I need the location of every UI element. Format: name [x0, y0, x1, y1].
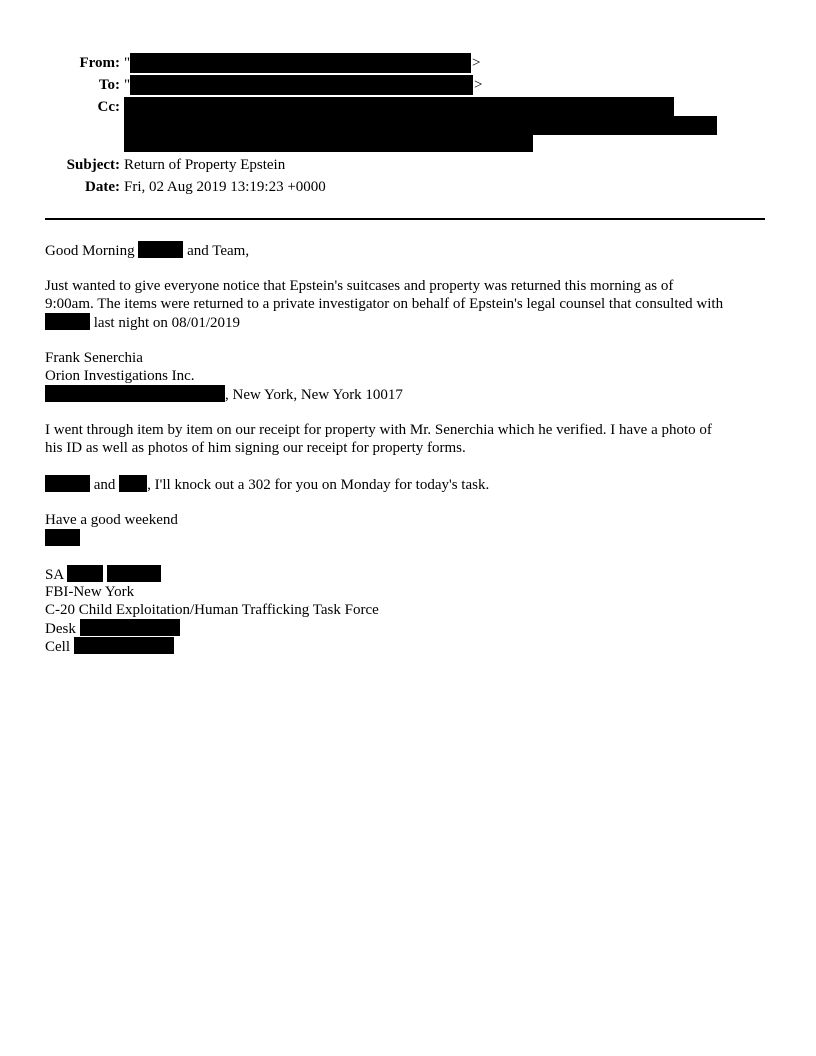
para2-line2: his ID as well as photos of him signing our receipt for property forms. [45, 440, 466, 456]
sig-unit: C-20 Child Exploitation/Human Trafficking Task Force [45, 602, 379, 618]
para1-redaction [45, 313, 90, 330]
sig-desk: Desk [45, 619, 180, 638]
sig-office: FBI-New York [45, 584, 135, 600]
to-redaction [130, 75, 473, 95]
to-label: To: [98, 77, 120, 93]
greeting-redaction [138, 241, 183, 258]
para3-redaction-2 [119, 475, 147, 492]
header-divider [45, 218, 765, 220]
sig-redaction-last [107, 565, 161, 582]
cc-label: Cc: [97, 99, 120, 115]
para1-line3: last night on 08/01/2019 [45, 313, 240, 332]
date-value: Fri, 02 Aug 2019 13:19:23 +0000 [124, 179, 326, 195]
to-value: " [124, 77, 131, 93]
sig-redaction-first [67, 565, 103, 582]
para3: and , I'll knock out a 302 for you on Monday for today's task. [45, 475, 489, 494]
sig-cell: Cell [45, 637, 174, 656]
from-value: " [124, 55, 131, 71]
para3-redaction-1 [45, 475, 90, 492]
desk-phone-redaction [80, 619, 180, 636]
greeting: Good Morning and Team, [45, 243, 250, 259]
closing-signature-redaction [45, 529, 80, 546]
cc-redaction-3 [124, 134, 533, 152]
from-suffix: > [472, 55, 481, 71]
date-label: Date: [85, 179, 120, 195]
contact-company: Orion Investigations Inc. [45, 368, 195, 384]
to-suffix: > [474, 77, 483, 93]
closing: Have a good weekend [45, 512, 178, 528]
address-redaction [45, 385, 225, 402]
from-label: From: [79, 55, 120, 71]
para1-line2: 9:00am. The items were returned to a private investigator on behalf of Epstein's legal counsel that consulted with [45, 296, 724, 312]
para2-line1: I went through item by item on our receipt for property with Mr. Senerchia which he verified. I have a photo of [45, 422, 712, 438]
cc-redaction-1 [124, 97, 674, 116]
cell-phone-redaction [74, 637, 174, 654]
cc-redaction-2 [124, 116, 717, 135]
subject-label: Subject: [66, 157, 120, 173]
sig-title: SA [45, 565, 161, 584]
para1-line1: Just wanted to give everyone notice that Epstein's suitcases and property was returned this morning as of [45, 278, 674, 294]
contact-address: , New York, New York 10017 [45, 385, 403, 404]
contact-name: Frank Senerchia [45, 350, 143, 366]
from-redaction [130, 53, 471, 73]
subject-value: Return of Property Epstein [124, 157, 286, 173]
